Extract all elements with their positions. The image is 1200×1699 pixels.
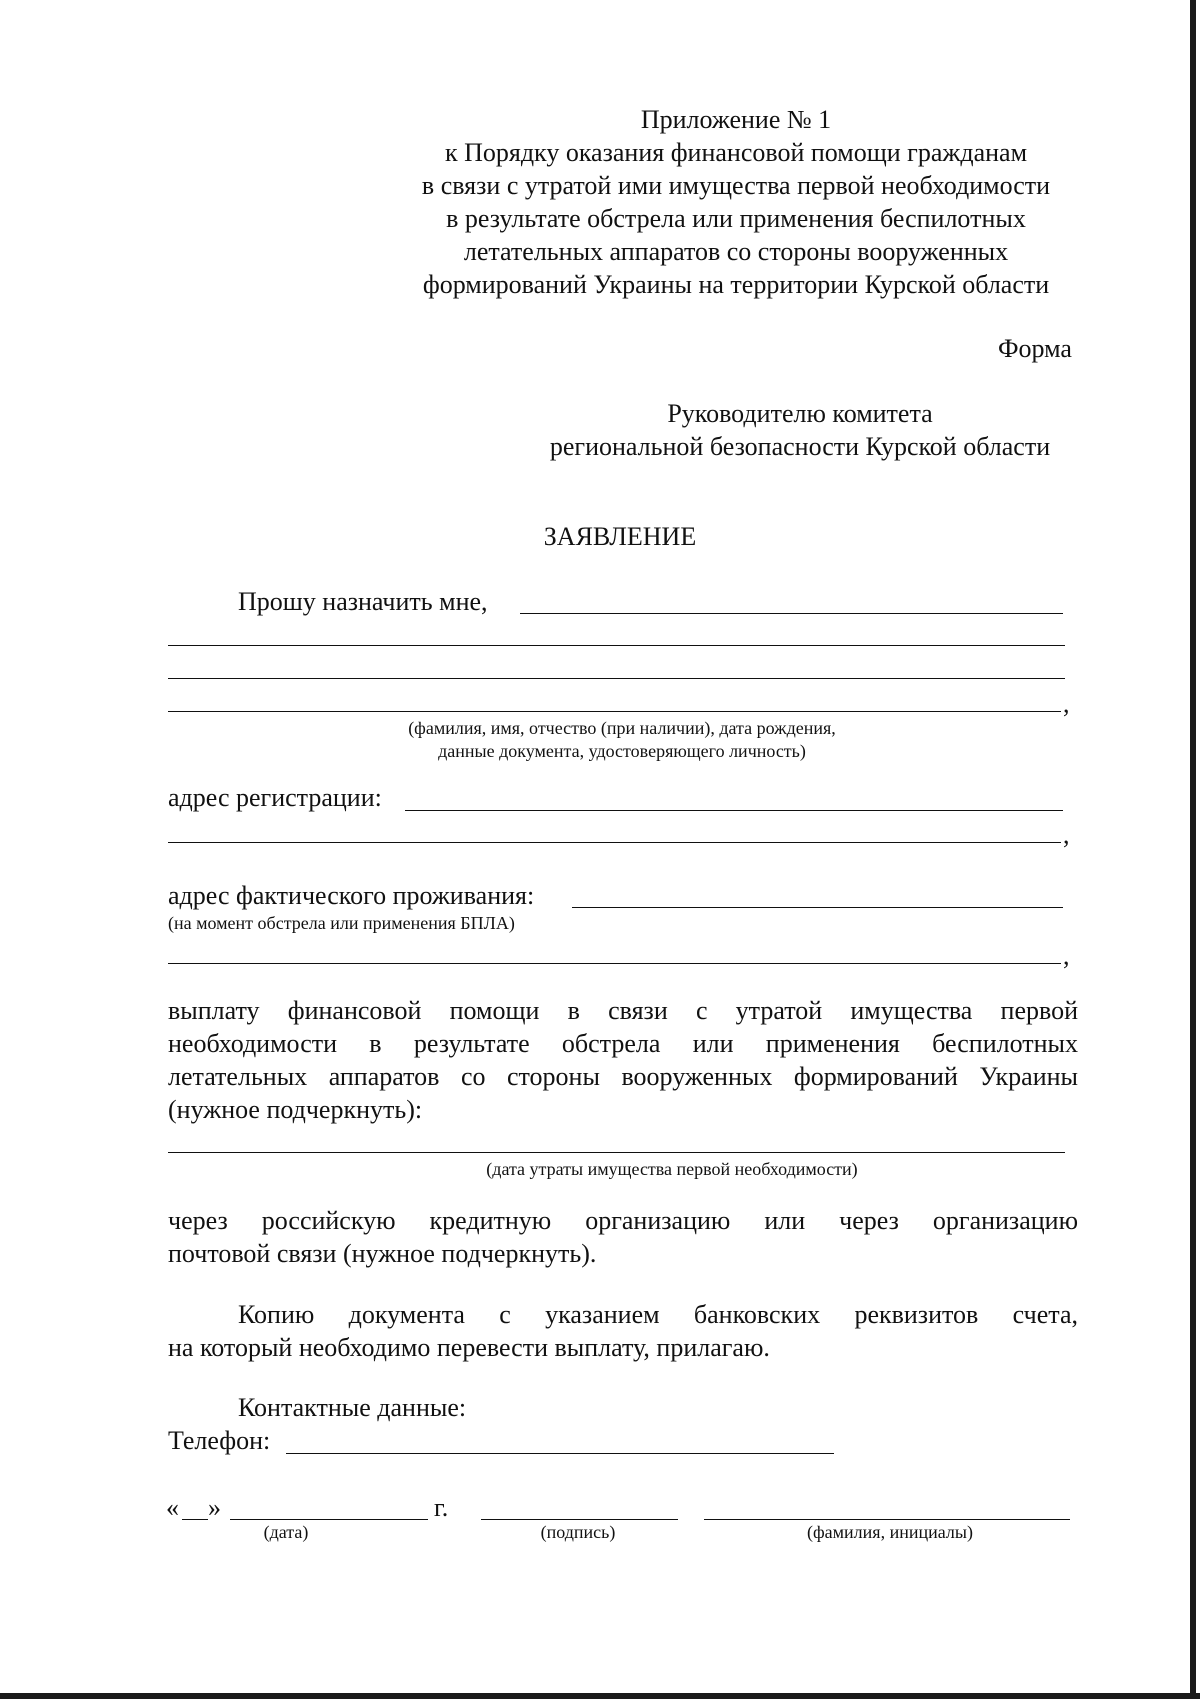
appendix-line-3: в результате обстрела или применения беспилотных — [446, 204, 1026, 233]
payment-line-2: необходимости в результате обстрела или применения беспилотных — [168, 1029, 1078, 1058]
full-name-caption: (фамилия, инициалы) — [807, 1522, 973, 1542]
day-field-line[interactable] — [182, 1519, 208, 1520]
residence-address-field-line-1[interactable] — [572, 907, 1063, 908]
request-comma: , — [1063, 689, 1070, 718]
payment-line-4: (нужное подчеркнуть): — [168, 1095, 423, 1124]
page-edge-right — [1190, 0, 1196, 1699]
document-title: ЗАЯВЛЕНИЕ — [543, 522, 697, 551]
registration-label: адрес регистрации: — [168, 783, 382, 812]
residence-address-field-line-2[interactable] — [168, 963, 1061, 964]
applicant-name-field-line-4[interactable] — [168, 711, 1061, 712]
registration-address-field-line-2[interactable] — [168, 842, 1061, 843]
page-edge-bottom — [0, 1693, 1200, 1699]
channel-line-2: почтовой связи (нужное подчеркнуть). — [168, 1239, 597, 1268]
form-label: Форма — [998, 334, 1072, 363]
signature-caption: (подпись) — [540, 1522, 616, 1542]
applicant-name-field-line-2[interactable] — [168, 645, 1065, 646]
channel-line-1: через российскую кредитную организацию или через организацию — [168, 1206, 1078, 1235]
appendix-line-5: формирований Украины на территории Курской области — [422, 270, 1050, 299]
request-caption-2: данные документа, удостоверяющего личность) — [438, 741, 806, 761]
year-suffix: г. — [434, 1493, 449, 1522]
applicant-name-field-line-1[interactable] — [520, 613, 1063, 614]
attachment-line-2: на который необходимо перевести выплату, прилагаю. — [168, 1333, 770, 1362]
appendix-line-1: к Порядку оказания финансовой помощи гражданам — [444, 138, 1028, 167]
appendix-number: Приложение № 1 — [640, 105, 832, 134]
attachment-line-1: Копию документа с указанием банковских реквизитов счета, — [238, 1300, 1078, 1329]
residence-label: адрес фактического проживания: — [168, 881, 535, 910]
date-caption: (дата) — [263, 1522, 309, 1542]
month-field-line[interactable] — [230, 1519, 428, 1520]
registration-address-field-line-1[interactable] — [405, 810, 1063, 811]
phone-field-line[interactable] — [286, 1453, 834, 1454]
date-quote-open: « — [166, 1493, 179, 1522]
payment-line-1: выплату финансовой помощи в связи с утратой имущества первой — [168, 996, 1078, 1025]
date-quote-close: » — [208, 1493, 221, 1522]
addressee-line-1: Руководителю комитета — [667, 399, 933, 428]
request-caption-1: (фамилия, имя, отчество (при наличии), дата рождения, — [408, 718, 836, 738]
registration-comma: , — [1063, 820, 1070, 849]
residence-note: (на момент обстрела или применения БПЛА) — [168, 913, 515, 933]
appendix-line-4: летательных аппаратов со стороны вооруженных — [463, 237, 1009, 266]
signature-field-line[interactable] — [481, 1519, 678, 1520]
loss-date-field-line[interactable] — [168, 1152, 1065, 1153]
phone-label: Телефон: — [168, 1426, 271, 1455]
contacts-label: Контактные данные: — [238, 1393, 467, 1422]
request-lead: Прошу назначить мне, — [238, 587, 488, 616]
loss-date-caption: (дата утраты имущества первой необходимости) — [486, 1159, 858, 1179]
full-name-field-line[interactable] — [704, 1519, 1070, 1520]
payment-line-3: летательных аппаратов со стороны вооруженных формирований Украины — [168, 1062, 1078, 1091]
appendix-line-2: в связи с утратой ими имущества первой необходимости — [421, 171, 1051, 200]
residence-comma: , — [1063, 941, 1070, 970]
applicant-name-field-line-3[interactable] — [168, 678, 1065, 679]
addressee-line-2: региональной безопасности Курской области — [549, 432, 1051, 461]
